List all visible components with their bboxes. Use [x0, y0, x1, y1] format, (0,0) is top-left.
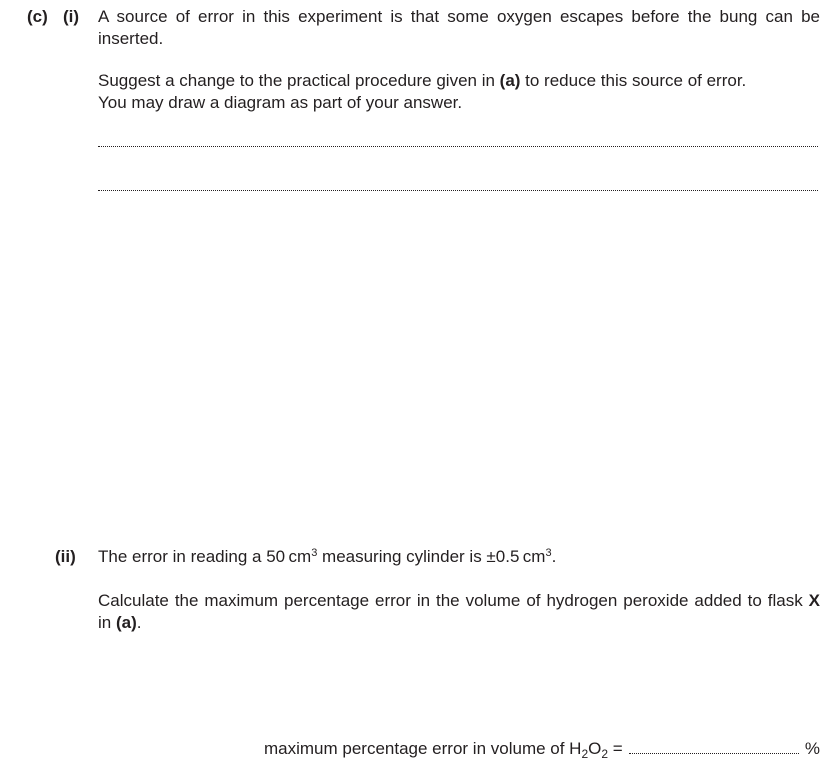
- question-c-ii-statement: [98, 546, 820, 568]
- instruction-text-end: to reduce this source of error.: [520, 71, 747, 90]
- answer-line-1[interactable]: [98, 146, 818, 147]
- statement-sup-2: 3: [545, 547, 552, 559]
- answer-unit: %: [804, 739, 820, 758]
- question-c-i-instruction: [98, 70, 820, 114]
- calc-text-a: Calculate the maximum percentage error in the volume of hydrogen peroxide added to flask: [98, 591, 809, 610]
- calc-text-b: in: [98, 613, 116, 632]
- question-c-i-statement: A source of error in this experiment is that some oxygen escapes before the bung can be inserted.: [98, 7, 820, 48]
- calc-text-c: .: [136, 613, 142, 632]
- answer-row: [264, 738, 820, 760]
- diagram-answer-space[interactable]: [98, 205, 818, 525]
- statement-text-b: measuring cylinder is ±0.5 cm: [317, 547, 546, 566]
- subpart-ii-label: (ii): [55, 547, 76, 566]
- instruction-text: Suggest a change to the practical procedure given in: [98, 71, 500, 90]
- instruction-diagram-note: You may draw a diagram as part of your answer.: [98, 93, 463, 112]
- statement-text-c: .: [551, 547, 557, 566]
- statement-sup-1: 3: [311, 547, 318, 559]
- question-c-ii-calculation: [98, 590, 820, 634]
- part-c-label: (c): [27, 7, 48, 26]
- answer-fill-line[interactable]: [629, 738, 799, 754]
- statement-text-a: The error in reading a 50 cm: [98, 547, 312, 566]
- subpart-i-label: (i): [63, 7, 80, 26]
- answer-line-2[interactable]: [98, 190, 818, 191]
- calc-flask-x: X: [808, 591, 820, 610]
- instruction-ref: (a): [499, 71, 521, 90]
- calc-ref: (a): [115, 613, 137, 632]
- answer-label: maximum percentage error in volume of $H_2O_2$ =: [264, 739, 623, 761]
